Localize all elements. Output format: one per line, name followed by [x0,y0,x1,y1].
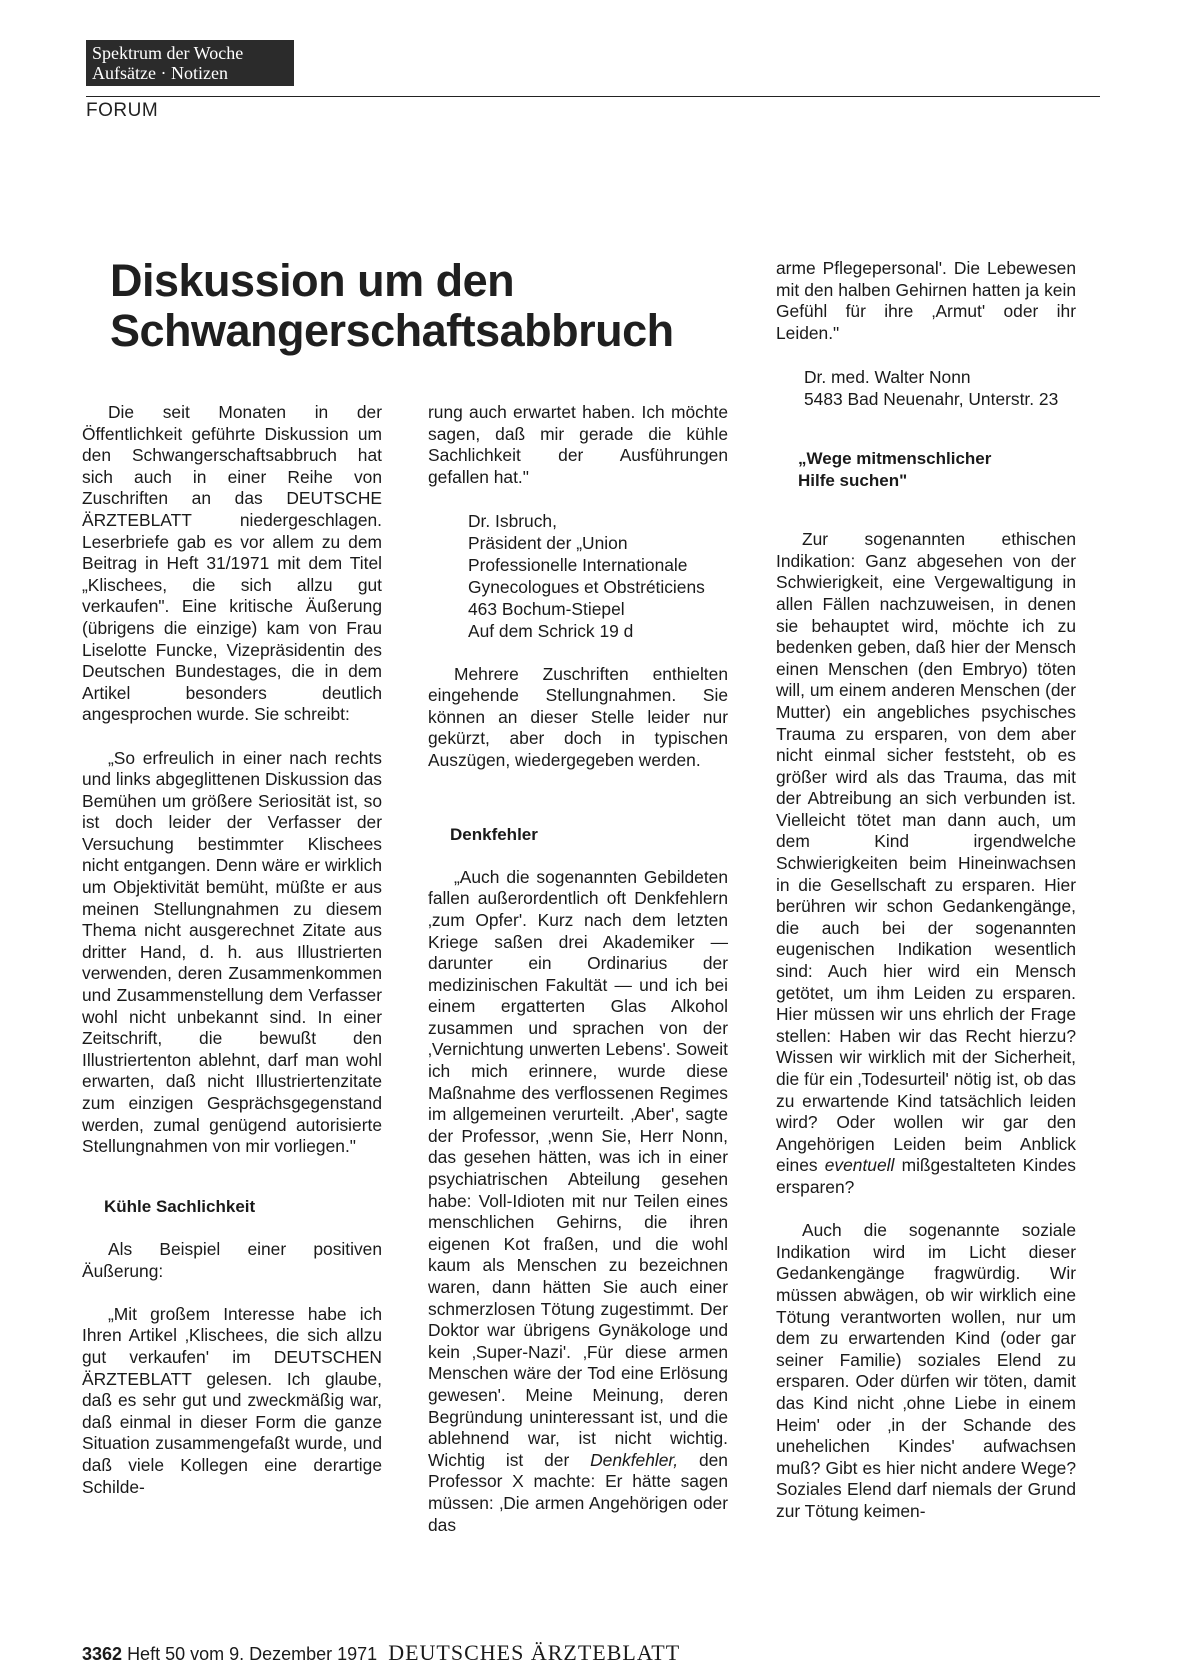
header-rule [86,96,1100,97]
column-3 [776,258,1076,1522]
paragraph-text: Zur sogenannten ethischen Indikation: Ganz abgesehen von der Schwierigkeit, eine Vergewaltigung in allen Fällen nachzuweisen, in denen sie behauptet wird, möchte ich zu bedenken geben, daß hier der Mensch einen Menschen (den Embryo) töten will, um einem anderen Menschen (der Mutter) ein angebliches psychisches Trauma zu ersparen, von dem aber nicht einmal sicher feststeht, ob es größer wird als das Trauma, das mit der Abtreibung an sich verbunden ist. Vielleicht tötet man dann auch, um dem Kind irgendwelche Schwierigkeiten beim Hineinwachsen in die Gesellschaft zu ersparen. Hier berühren wir schon Gedankengänge, die auch bei der sogenannten eugenischen Indikation wesentlich sind: Auch hier wird ein Mensch getötet, um ihm Leiden zu ersparen. Hier müssen wir uns ehrlich der Frage stellen: Haben wir das Recht hierzu? Wissen wir wirklich mit der Sicherheit, die für ein ‚Todesurteil' nötig ist, ob das zu erwartende Kind tatsächlich leiden wird? Oder wollen wir gar den Angehörigen Leiden beim Anblick eines [776,529,1076,1176]
quote-isbruch: „Mit großem Interesse habe ich Ihren Artikel ‚Klischees, die sich allzu gut verkaufen' im DEUTSCHEN ÄRZTEBLATT gelesen. Ich glaube, daß es sehr gut und zweckmäßig war, daß einmal in dieser Form die ganze Situation zusammengefaßt wurde, und daß viele Kollegen eine derartige Schilde- [82,1303,382,1497]
signature-line: Professionelle Internationale [468,554,688,575]
paragraph-social-indication: Auch die sogenannte soziale Indikation wird im Licht dieser Gedankengänge fragwürdig. Wir müssen abwägen, ob wir wirklich eine Tötung verantworten wollen, nur um dem zu erwartenden Kind (oder gar seiner Familie) soziales Elend zu ersparen. Oder dürfen wir töten, damit das Kind nicht ‚ohne Liebe in einem Heim' oder ‚in der Schande des unehelichen Kindes' aufwachsen muß? Gibt es hier nicht andere Wege? Soziales Elend darf niemals der Grund zur Tötung keimen- [776,1220,1076,1521]
issue-info: Heft 50 vom 9. Dezember 1971 [127,1644,378,1664]
paragraph-ethical-indication [776,529,1076,1198]
article-title [110,255,674,356]
page-number: 3362 [82,1644,123,1664]
section-badge [86,40,294,86]
intro-paragraph: Die seit Monaten in der Öffentlichkeit geführte Diskussion um den Schwangerschaftsabbruch hat sich auch in einer Reihe von Zuschriften an das DEUTSCHE ÄRZTEBLATT niedergeschlagen. Leserbriefe gab es vor allem zu dem Beitrag in Heft 31/1971 mit dem Titel „Klischees, die sich allzu gut verkaufen". Eine kritische Äußerung (übrigens die einzige) kam von Frau Liselotte Funcke, Vizepräsidentin des Deutschen Bundestages, die in dem Artikel besonders deutlich angesprochen wurde. Sie schreibt: [82,402,382,725]
subheading-kuehle-sachlichkeit: Kühle Sachlichkeit [104,1196,256,1216]
signature-nonn [776,366,1076,410]
page-footer [82,1640,1102,1666]
signature-line: Auf dem Schrick 19 d [468,620,634,641]
quote-nonn-text: „Auch die sogenannten Gebildeten fallen außerordentlich oft Denkfehlern ‚zum Opfer'. Kurz nach dem letzten Kriege saßen drei Akademiker — darunter ein Ordinarius der medizinischen Fakultät — und ich bei einem ergatterten Glas Alkohol zusammen und sprachen von der ‚Vernichtung unwerten Lebens'. Soweit ich mich erinnere, wurde diese Maßnahme des verflossenen Regimes im allgemeinen verurteilt. ‚Aber', sagte der Professor, ‚wenn Sie, Herr Nonn, das gesehen hätten, was ich in einer psychiatrischen Abteilung gesehen habe: Voll-Idioten mit nur Teilen eines menschlichen Gehirns, die ihren eigenen Kot fraßen, und die wohl kaum als Menschen zu bezeichnen waren, dann hätten Sie auch einer schmerzlosen Tötung zugestimmt. Der Doktor war übrigens Gynäkologe und kein ‚Super-Nazi'. ‚Für diese armen Menschen wäre der Tod eine Erlösung gewesen'. Meine Meinung, deren Begründung uninteressant ist, und die ablehnend war, ist nicht wichtig. Wichtig ist der [428,866,728,1470]
section-label: FORUM [86,100,159,121]
editorial-note: Mehrere Zuschriften enthielten eingehende Stellungnahmen. Sie können an dieser Stelle leider nur gekürzt, aber doch in typischen Auszügen, wiedergegeben werden. [428,663,728,770]
signature-line: Gynecologues et Obstréticiens [468,576,705,597]
column-2 [428,402,728,1536]
signature-address: 5483 Bad Neuenahr, Unterstr. 23 [804,388,1059,409]
emphasis-denkfehler: Denkfehler, [590,1449,679,1470]
subheading-line-1: „Wege mitmenschlicher [798,448,992,468]
subheading-wege-mitmenschlicher-hilfe [776,448,1076,491]
quote-nonn-text-end: den Professor X machte: Er hätte sagen müssen: ‚Die armen Angehörigen oder das [428,1449,728,1535]
column-1 [82,402,382,1498]
signature-line: Präsident der „Union [468,532,628,553]
badge-line-1: Spektrum der Woche [92,43,244,63]
subheading-line-2: Hilfe suchen" [798,470,908,490]
signature-name: Dr. med. Walter Nonn [804,366,971,387]
title-line-1: Diskussion um den [110,255,515,306]
paragraph-text-end: mißgestalteten Kindes ersparen? [776,1155,1076,1197]
journal-name: DEUTSCHES ÄRZTEBLATT [388,1640,681,1665]
signature-line: 463 Bochum-Stiepel [468,598,625,619]
title-line-2: Schwangerschaftsabbruch [110,305,674,356]
signature-isbruch [428,510,728,642]
subheading-denkfehler: Denkfehler [450,824,538,844]
badge-line-2: Aufsätze · Notizen [92,63,228,83]
example-intro: Als Beispiel einer positiven Äußerung: [82,1238,382,1281]
emphasis-eventuell: eventuell [824,1155,895,1176]
quote-nonn-continued: arme Pflegepersonal'. Die Lebewesen mit den halben Gehirnen hatten ja kein Gefühl für ihre ‚Armut' oder ihr Leiden." [776,258,1076,343]
quote-isbruch-continued: rung auch erwartet haben. Ich möchte sagen, daß mir gerade die kühle Sachlichkeit der Ausführungen gefallen hat." [428,402,728,487]
quote-nonn [428,867,728,1536]
signature-name: Dr. Isbruch, [468,510,557,531]
quote-funcke: „So erfreulich in einer nach rechts und links abgeglittenen Diskussion das Bemühen um größere Seriosität ist, so ist doch leider der Verfasser der Versuchung bestimmter Klischees nicht entgangen. Denn wäre er wirklich um Objektivität bemüht, müßte er aus meinen Stellungnahmen zu diesem Thema nicht ausgerechnet Zitate aus dritter Hand, d. h. aus Illustrierten verwenden, deren Zusammenkommen und Zusammenstellung dem Verfasser wohl nicht unbekannt sind. In einer Zeitschrift, die bewußt den Illustriertenton ablehnt, darf man wohl erwarten, daß nicht Illustriertenzitate zum einzigen Gesprächsgegenstand werden, zumal genügend autorisierte Stellungnahmen von mir vorliegen." [82,747,382,1157]
